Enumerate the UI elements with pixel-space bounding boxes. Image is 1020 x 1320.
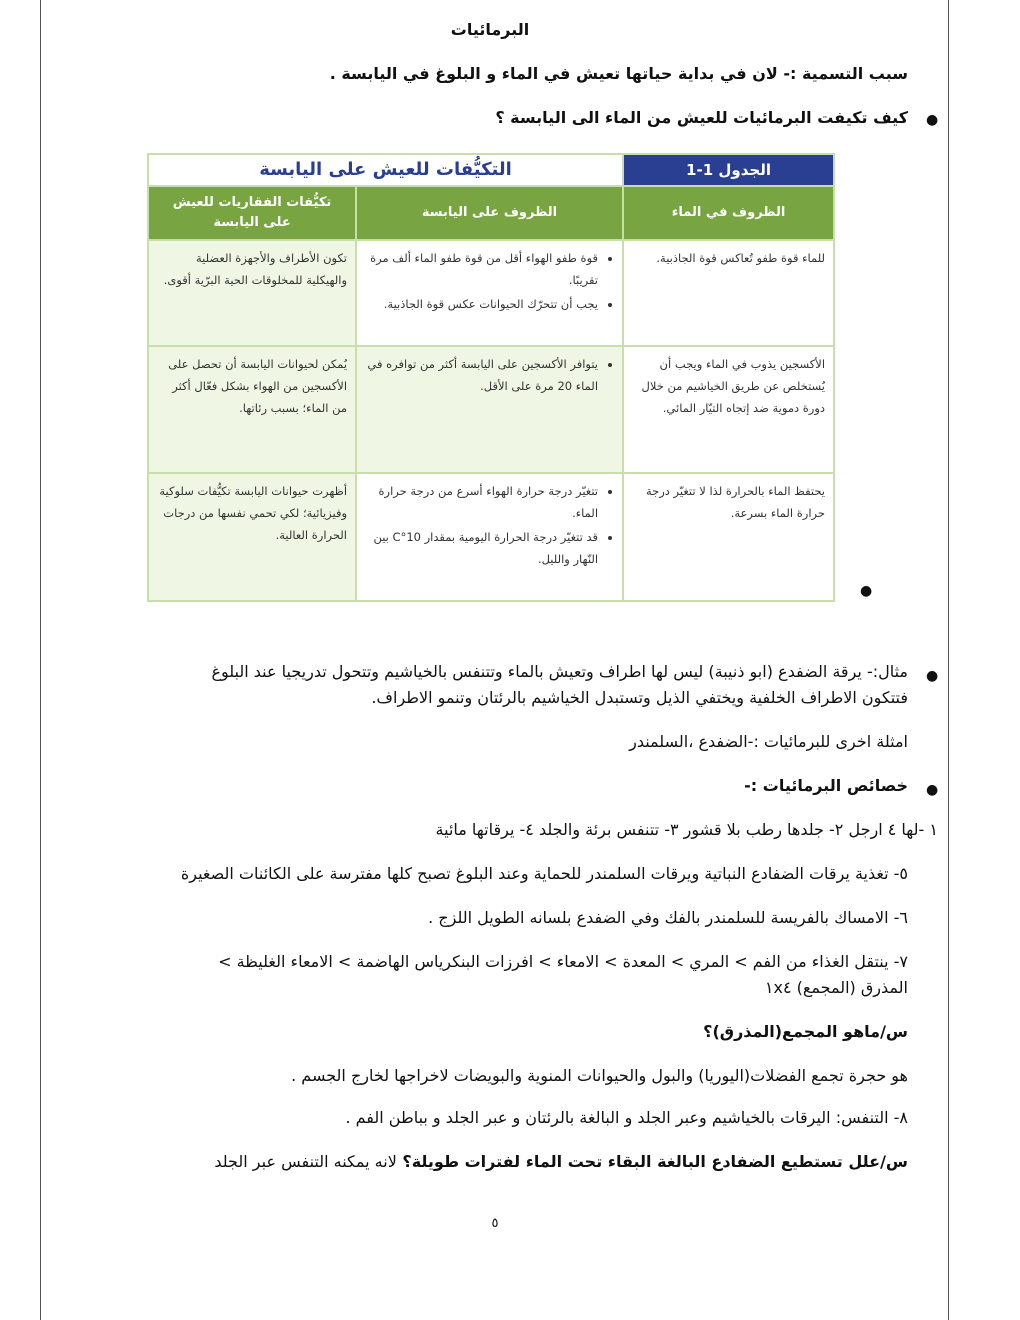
adaptations-table: [147, 153, 835, 602]
adaptation-cell: تكون الأطراف والأجهزة العضلية والهيكلية للمخلوقات الحية البرّية أقوى.: [148, 240, 356, 346]
cloaca-answer: هو حجرة تجمع الفضلات(اليوريا) والبول والحيوانات المنوية والبويضات لاخراجها لخارج الجسم .: [291, 1066, 908, 1085]
page-border-left: [40, 0, 41, 1320]
bullet: ●: [926, 668, 939, 684]
land-point: • قد تتغيّر درجة الحرارة اليومية بمقدار 10°C بين النّهار والليل.: [365, 526, 598, 570]
characteristic-8: ٨- التنفس: اليرقات بالخياشيم وعبر الجلد و البالغة بالرئتان و عبر الجلد و بباطن الفم .: [345, 1108, 908, 1127]
column-header: الظروف على اليابسة: [356, 186, 623, 240]
naming-reason: سبب التسمية :- لان في بداية حياتها تعيش في الماء و البلوغ في اليابسة .: [329, 64, 908, 83]
land-cell: [356, 240, 623, 346]
page-number: ٥: [491, 1216, 499, 1231]
land-cell: [356, 346, 623, 473]
water-cell: للماء قوة طفو تُعاكس قوة الجاذبية.: [623, 240, 834, 346]
land-point: • تتغيّر درجة حرارة الهواء أسرع من درجة حرارة الماء.: [365, 480, 598, 524]
table-row: [148, 473, 834, 601]
why-question: [214, 1152, 908, 1171]
water-cell: الأكسجين يذوب في الماء ويجب أن يُستخلص عن طريق الخياشيم من خلال دورة دموية ضد إتجاه التيّار المائي.: [623, 346, 834, 473]
cloaca-question: س/ماهو المجمع(المذرق)؟: [703, 1022, 908, 1041]
column-header: الظروف في الماء: [623, 186, 834, 240]
adaptation-cell: يُمكن لحيوانات اليابسة أن تحصل على الأكسجين من الهواء بشكل فعّال أكثر من الماء؛ بسبب رئاتها.: [148, 346, 356, 473]
page-border-right: [948, 0, 949, 1320]
characteristic-7: ٧- ينتقل الغذاء من الفم > المري > المعدة > الامعاء > افرزات البنكرياس الهاضمة > الامعاء الغليظة >: [218, 952, 908, 971]
land-point: • يجب أن تتحرّك الحيوانات عكس قوة الجاذبية.: [365, 293, 598, 315]
adaptation-question: كيف تكيفت البرمائيات للعيش من الماء الى اليابسة ؟: [495, 108, 908, 127]
characteristic-7-cont: المذرق (المجمع) ١x٤: [764, 978, 908, 997]
example-line-2: فتتكون الاطراف الخلفية ويختفي الذيل وتستبدل الخياشيم بالرئتان وتنمو الاطراف.: [371, 688, 908, 707]
water-cell: يحتفظ الماء بالحرارة لذا لا تتغيّر درجة حرارة الماء بسرعة.: [623, 473, 834, 601]
page-title: البرمائيات: [450, 20, 530, 39]
why-answer: لانه يمكنه التنفس عبر الجلد: [214, 1152, 397, 1171]
table-row: [148, 346, 834, 473]
table-label: الجدول 1-1: [623, 154, 834, 186]
characteristics-1-4: ١ -لها ٤ ارجل ٢- جلدها رطب بلا قشور ٣- تتنفس برئة والجلد ٤- يرقاتها مائية: [435, 820, 938, 839]
bullet: ●: [860, 583, 873, 599]
characteristic-5: ٥- تغذية يرقات الضفادع النباتية ويرقات السلمندر للحماية وعند البلوغ تصبح كلها مفترسة على الكائنات الصغيرة: [180, 864, 908, 883]
why-question-text: س/علل تستطيع الضفادع البالغة البقاء تحت الماء لفترات طويلة؟: [402, 1152, 908, 1171]
example-line-1: مثال:- يرقة الضفدع (ابو ذنيبة) ليس لها اطراف وتعيش بالماء وتتنفس بالخياشيم وتتحول تدريجيا عند البلوغ: [211, 662, 908, 681]
characteristic-6: ٦- الامساك بالفريسة للسلمندر بالفك وفي الضفدع بلسانه الطويل اللزج .: [428, 908, 908, 927]
land-point: • يتوافر الأكسجين على اليابسة أكثر من توافره في الماء 20 مرة على الأقل.: [365, 353, 598, 397]
land-cell: [356, 473, 623, 601]
table-title: التكيُّفات للعيش على اليابسة: [148, 154, 623, 186]
bullet: ●: [926, 782, 939, 798]
characteristics-heading: خصائص البرمائيات :-: [744, 776, 908, 795]
table-row: [148, 240, 834, 346]
land-point: • قوة طفو الهواء أقل من قوة طفو الماء ألف مرة تقريبًا.: [365, 247, 598, 291]
column-header: تكيُّفات الفقاريات للعيش على اليابسة: [148, 186, 356, 240]
bullet: ●: [926, 112, 939, 128]
other-examples: امثلة اخرى للبرمائيات :-الضفدع ،السلمندر: [629, 732, 908, 751]
adaptation-cell: أظهرت حيوانات اليابسة تكيُّفات سلوكية وفيزيائية؛ لكي تحمي نفسها من درجات الحرارة العالية.: [148, 473, 356, 601]
